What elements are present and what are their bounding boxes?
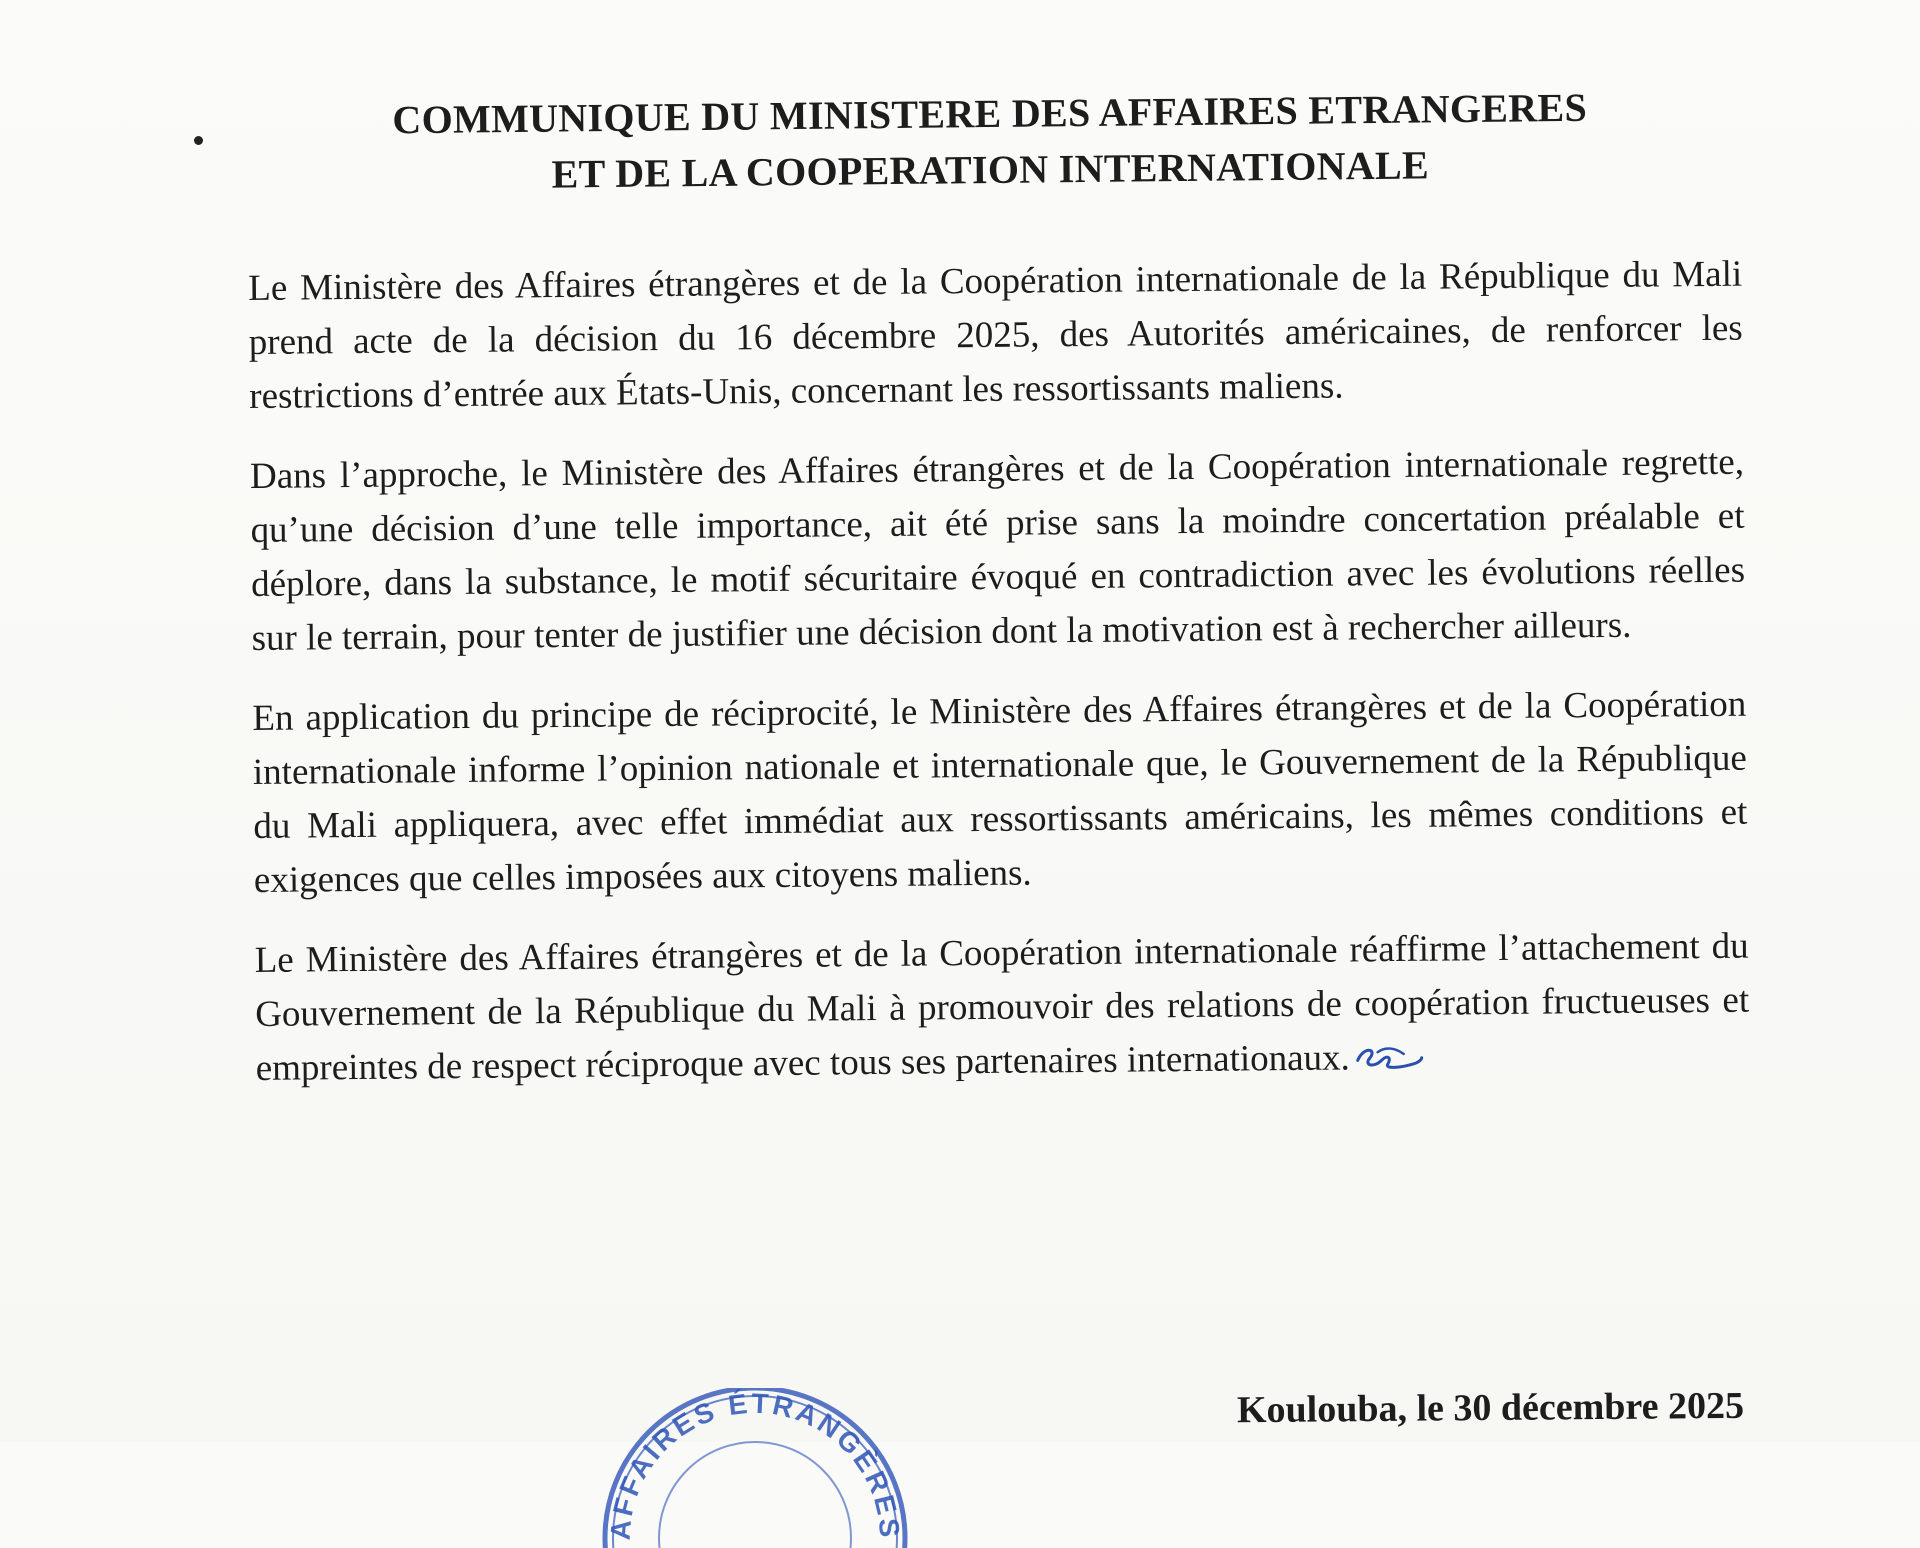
paragraph-1: Le Ministère des Affaires étrangères et de la Coopération internationale de la République du Mali prend acte de la décision du 16 décembre 2025, des Autorités américaines, de renforcer les restrictions d’entrée aux États-Unis, concernant les ressortissants maliens. <box>248 253 1743 417</box>
ink-speck <box>194 136 203 145</box>
svg-text:AFFAIRES ÉTRANGÈRES <box>605 1388 906 1541</box>
communique-body <box>248 248 1750 1099</box>
seal-text: AFFAIRES ÉTRANGÈRES <box>604 1388 906 1542</box>
place-and-date: Koulouba, le 30 décembre 2025 <box>1236 1384 1745 1432</box>
title-line-2: ET DE LA COOPERATION INTERNATIONALE <box>551 142 1430 197</box>
paragraph-4-text: Le Ministère des Affaires étrangères et de la Coopération internationale réaffirme l’attachement du Gouvernement de la République du Mali à promouvoir des relations de coopération fructueuses et empreintes de respect réciproque avec tous ses partenaires internationaux. <box>254 925 1750 1089</box>
communique-title <box>339 79 1640 205</box>
paragraph-4 <box>254 920 1750 1099</box>
paragraph-3: En application du principe de réciprocité, le Ministère des Affaires étrangères et de la Coopération internationale informe l’opinion nationale et internationale que, le Gouvernement de la République du Mali appliquera, avec effet immédiat aux ressortissants américains, les mêmes conditions et exigences que celles imposées aux citoyens maliens. <box>252 683 1748 901</box>
title-line-1: COMMUNIQUE DU MINISTERE DES AFFAIRES ETRANGERES <box>392 84 1588 143</box>
handwritten-initials-icon <box>1352 1033 1427 1088</box>
paragraph-2: Dans l’approche, le Ministère des Affaires étrangères et de la Coopération internationale regrette, qu’une décision d’une telle importance, ait été prise sans la moindre concertation préalable et déplore, dans la substance, le motif sécuritaire évoqué en contradiction avec les évolutions réelles sur le terrain, pour tenter de justifier une décision dont la motivation est à rechercher ailleurs. <box>249 441 1746 659</box>
official-seal-icon <box>590 1388 920 1548</box>
